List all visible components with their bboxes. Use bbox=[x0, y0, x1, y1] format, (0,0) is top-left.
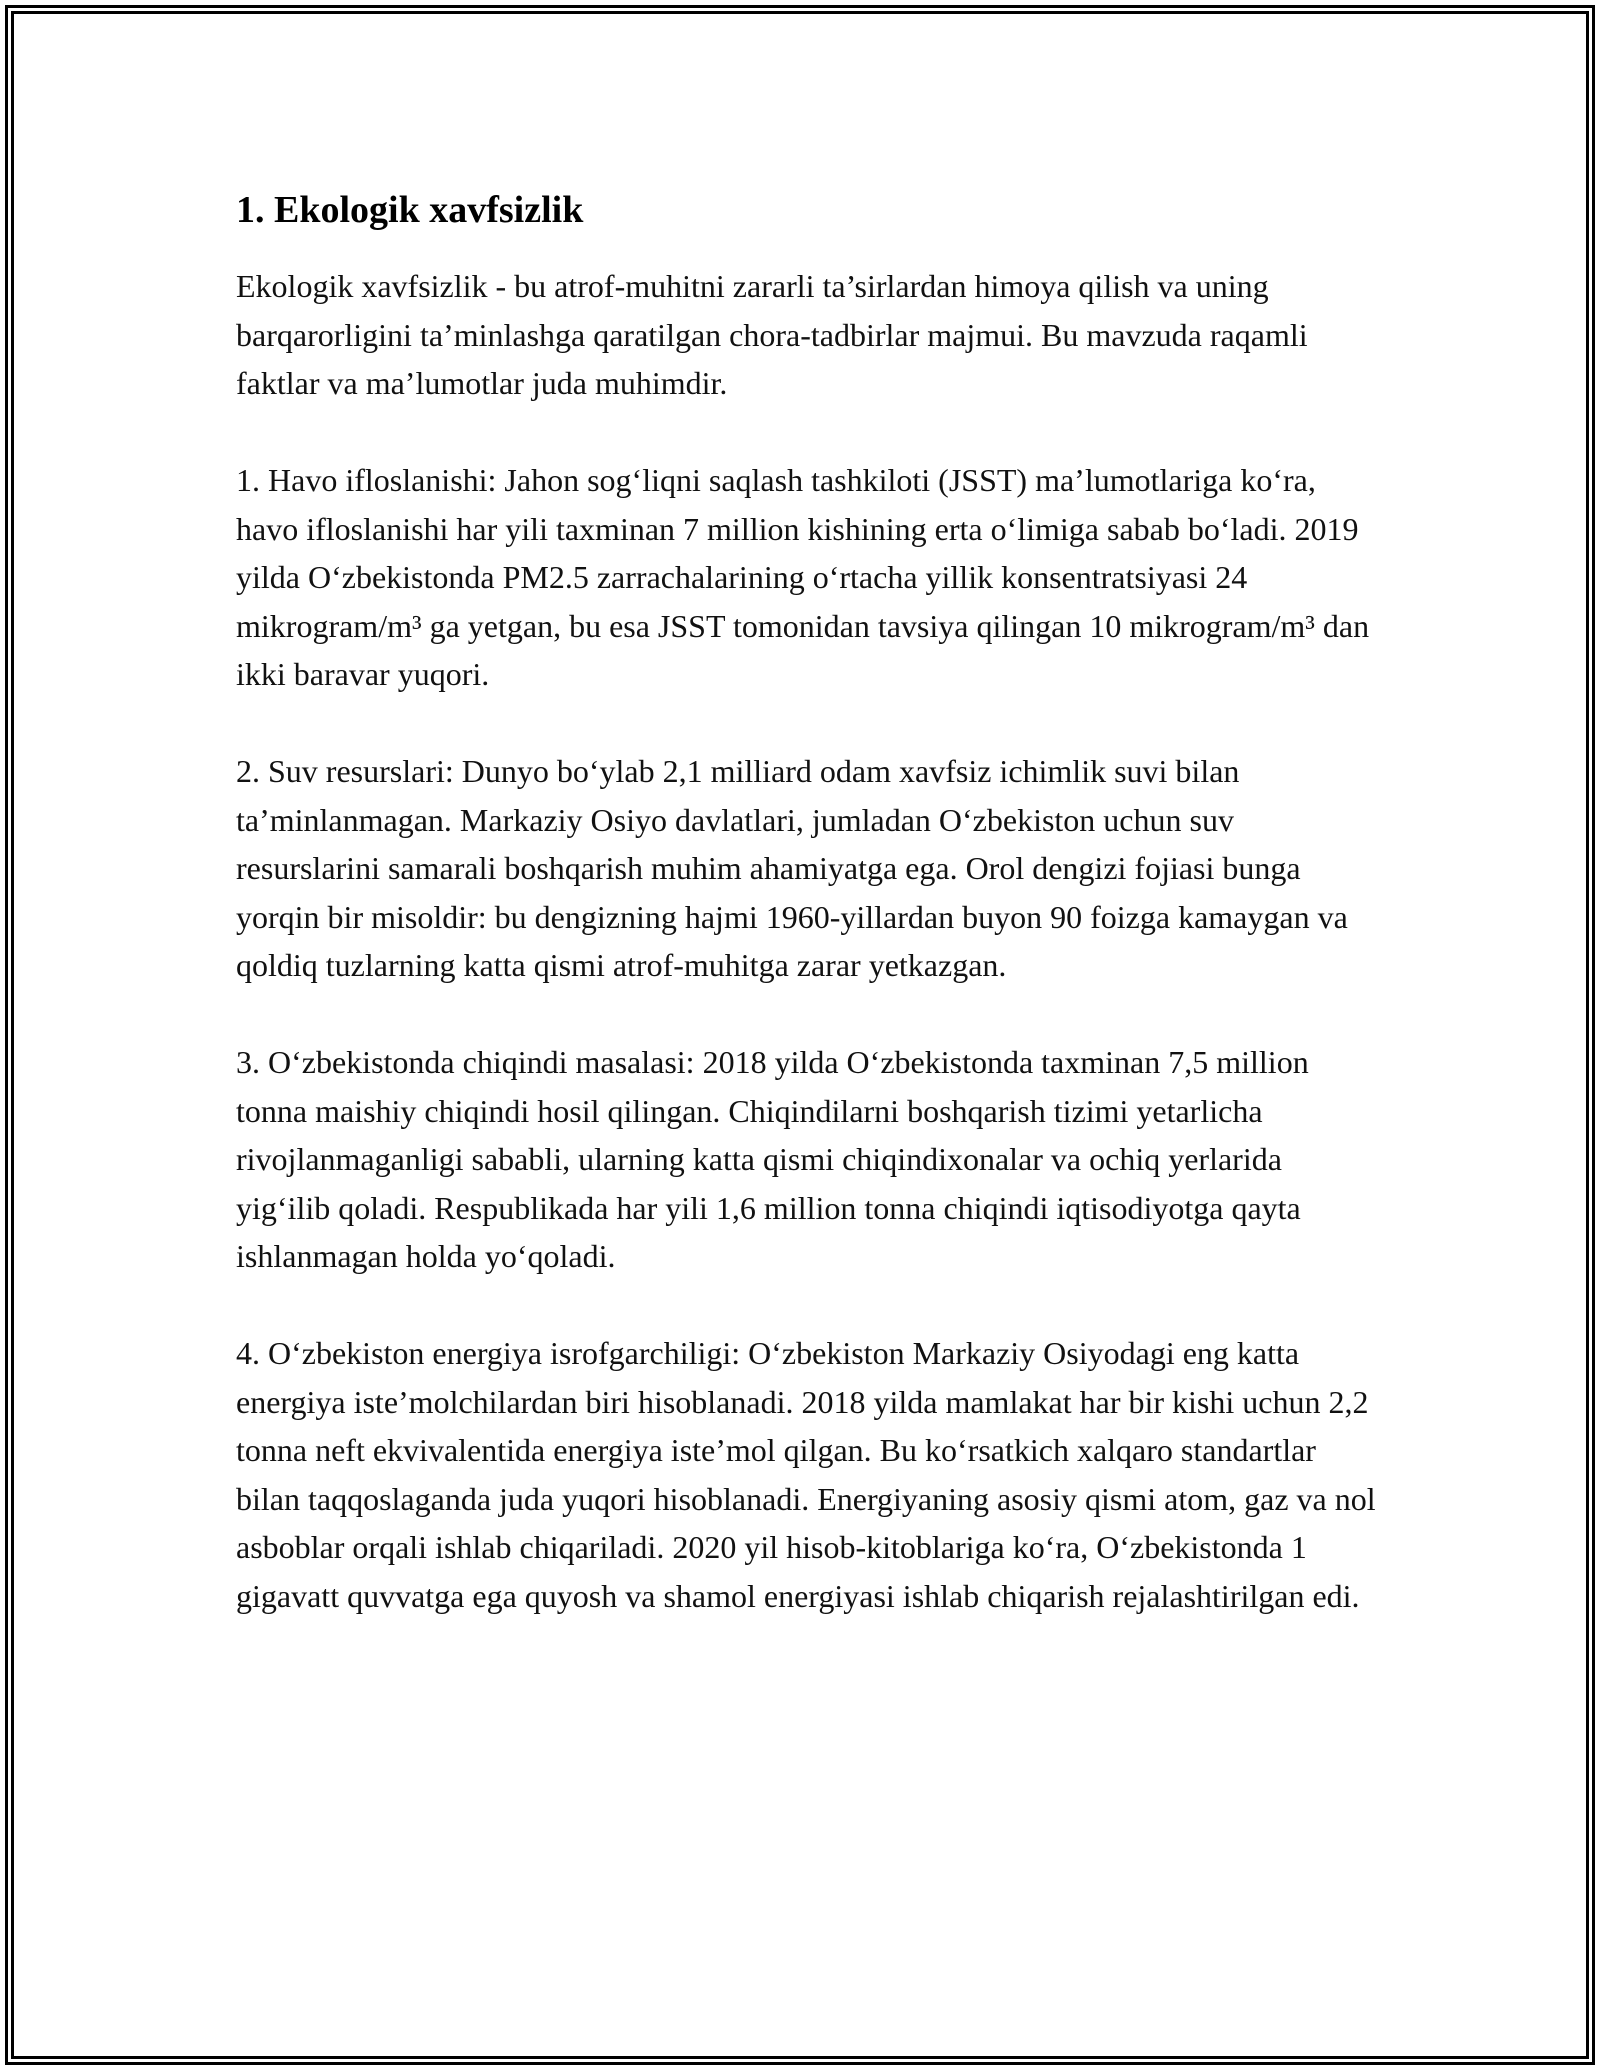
section-heading: 1. Ekologik xavfsizlik bbox=[236, 189, 584, 231]
intro-paragraph: Ekologik xavfsizlik - bu atrof-muhitni zararli ta’sirlardan himoya qilish va uning barqarorligini ta’minlashga qaratilgan chora-tadbirlar majmui. Bu mavzuda raqamli faktlar va ma’lumotlar juda muhimdir. bbox=[236, 268, 1308, 401]
document-body bbox=[236, 186, 1376, 1669]
paragraph-energy: 4. O‘zbekiston energiya isrofgarchiligi: O‘zbekiston Markaziy Osiyodagi eng katta energiya iste’molchilardan biri hisoblanadi. 2018 yilda mamlakat har bir kishi uchun 2,2 tonna neft ekvivalentida energiya iste’mol qilgan. Bu ko‘rsatkich xalqaro standartlar bilan taqqoslaganda juda yuqori hisoblanadi. Energiyaning asosiy qismi atom, gaz va nol asboblar orqali ishlab chiqariladi. 2020 yil hisob-kitoblariga ko‘ra, O‘zbekistonda 1 gigavatt quvvatga ega quyosh va shamol energiyasi ishlab chiqarish rejalashtirilgan edi. bbox=[236, 1335, 1376, 1614]
paragraph-water-resources: 2. Suv resurslari: Dunyo bo‘ylab 2,1 milliard odam xavfsiz ichimlik suvi bilan ta’minlanmagan. Markaziy Osiyo davlatlari, jumladan O‘zbekiston uchun suv resurslarini samarali boshqarish muhim ahamiyatga ega. Orol dengizi fojiasi bunga yorqin bir misoldir: bu dengizning hajmi 1960-yillardan buyon 90 foizga kamaygan va qoldiq tuzlarning katta qismi atrof-muhitga zarar yetkazgan. bbox=[236, 753, 1348, 983]
paragraph-air-pollution: 1. Havo ifloslanishi: Jahon sog‘liqni saqlash tashkiloti (JSST) ma’lumotlariga ko‘ra, havo ifloslanishi har yili taxminan 7 million kishining erta o‘limiga sabab bo‘ladi. 2019 yilda O‘zbekistonda PM2.5 zarrachalarining o‘rtacha yillik konsentratsiyasi 24 mikrogram/m³ ga yetgan, bu esa JSST tomonidan tavsiya qilingan 10 mikrogram/m³ dan ikki baravar yuqori. bbox=[236, 462, 1370, 692]
paragraph-waste: 3. O‘zbekistonda chiqindi masalasi: 2018 yilda O‘zbekistonda taxminan 7,5 million tonna maishiy chiqindi hosil qilingan. Chiqindilarni boshqarish tizimi yetarlicha rivojlanmaganligi sababli, ularning katta qismi chiqindixonalar va ochiq yerlarida yig‘ilib qoladi. Respublikada har yili 1,6 million tonna chiqindi iqtisodiyotga qayta ishlanmagan holda yo‘qoladi. bbox=[236, 1044, 1309, 1274]
